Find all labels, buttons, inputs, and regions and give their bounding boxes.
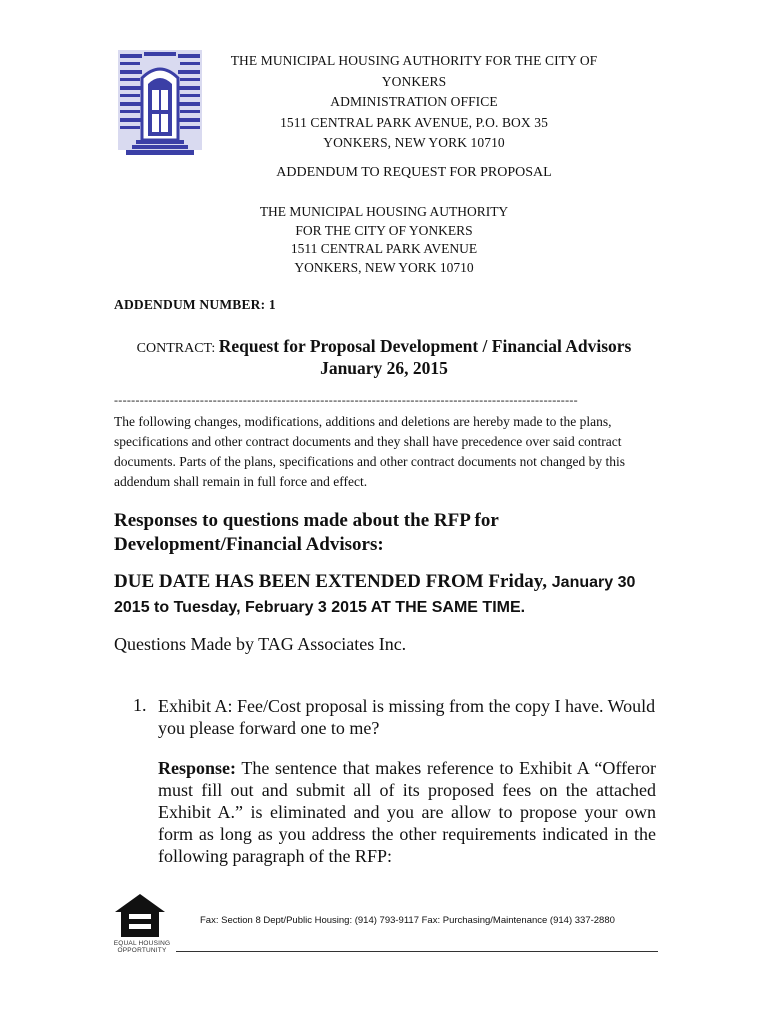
contract-date: January 26, 2015	[320, 358, 448, 378]
question-text: Exhibit A: Fee/Cost proposal is missing from the copy I have. Would you please forward one to me?	[158, 696, 656, 738]
question-number: 1.	[133, 695, 147, 715]
equal-housing-label: EQUAL HOUSING OPPORTUNITY	[113, 940, 171, 954]
header-line: ADMINISTRATION OFFICE	[330, 94, 498, 109]
header-address-block	[200, 51, 628, 154]
housing-authority-building-logo-icon	[114, 44, 206, 162]
response-paragraph	[158, 757, 656, 867]
response-text: The sentence that makes reference to Exhibit A “Offeror must fill out and submit all of its proposed fees on the attached Exhibit A.” is eliminated and you are allow to propose your own form as long as you address the other requirements indicated in the following paragraph of the RFP:	[158, 758, 656, 866]
addendum-number: ADDENDUM NUMBER: 1	[114, 297, 276, 312]
equal-housing-opportunity-icon	[114, 893, 166, 938]
due-date-part1: DUE DATE HAS BEEN EXTENDED FROM Friday,	[114, 571, 552, 592]
intro-paragraph: The following changes, modifications, additions and deletions are hereby made to the plans, specifications and other contract documents and they shall have precedence over said contract documents. Parts of the plans, specifications and other contract documents not changed by this addendum shall remain in full force and effect.	[114, 414, 625, 489]
authority-line: YONKERS, NEW YORK 10710	[294, 259, 474, 275]
authority-line: 1511 CENTRAL PARK AVENUE	[290, 241, 478, 256]
header-line: YONKERS, NEW YORK 10710	[323, 135, 505, 150]
addendum-title: ADDENDUM TO REQUEST FOR PROPOSAL	[276, 165, 552, 180]
response-label: Response:	[158, 758, 237, 778]
authority-address-block	[170, 203, 598, 277]
contract-title: Request for Proposal Development / Financial Advisors	[218, 336, 632, 356]
authority-line: THE MUNICIPAL HOUSING AUTHORITY	[259, 204, 509, 219]
due-date-part2: January 30 2015 to Tuesday, February 3 2015 AT THE SAME TIME.	[114, 574, 636, 616]
authority-line: FOR THE CITY OF YONKERS	[295, 222, 473, 238]
dashed-divider: ------------------------------------------------------------------------------------------------------------	[114, 393, 578, 407]
questions-by-heading: Questions Made by TAG Associates Inc.	[114, 634, 407, 654]
contract-line	[114, 336, 654, 357]
footer-divider	[176, 951, 658, 952]
responses-heading: Responses to questions made about the RFP for Development/Financial Advisors:	[114, 510, 499, 555]
header-line: 1511 CENTRAL PARK AVENUE, P.O. BOX 35	[280, 114, 548, 130]
fax-numbers: Fax: Section 8 Dept/Public Housing: (914) 793-9117 Fax: Purchasing/Maintenance (914) 337-2880	[200, 915, 615, 926]
contract-label: CONTRACT:	[136, 341, 219, 356]
header-line: THE MUNICIPAL HOUSING AUTHORITY FOR THE CITY OF YONKERS	[230, 53, 598, 89]
due-date-notice	[114, 570, 669, 620]
